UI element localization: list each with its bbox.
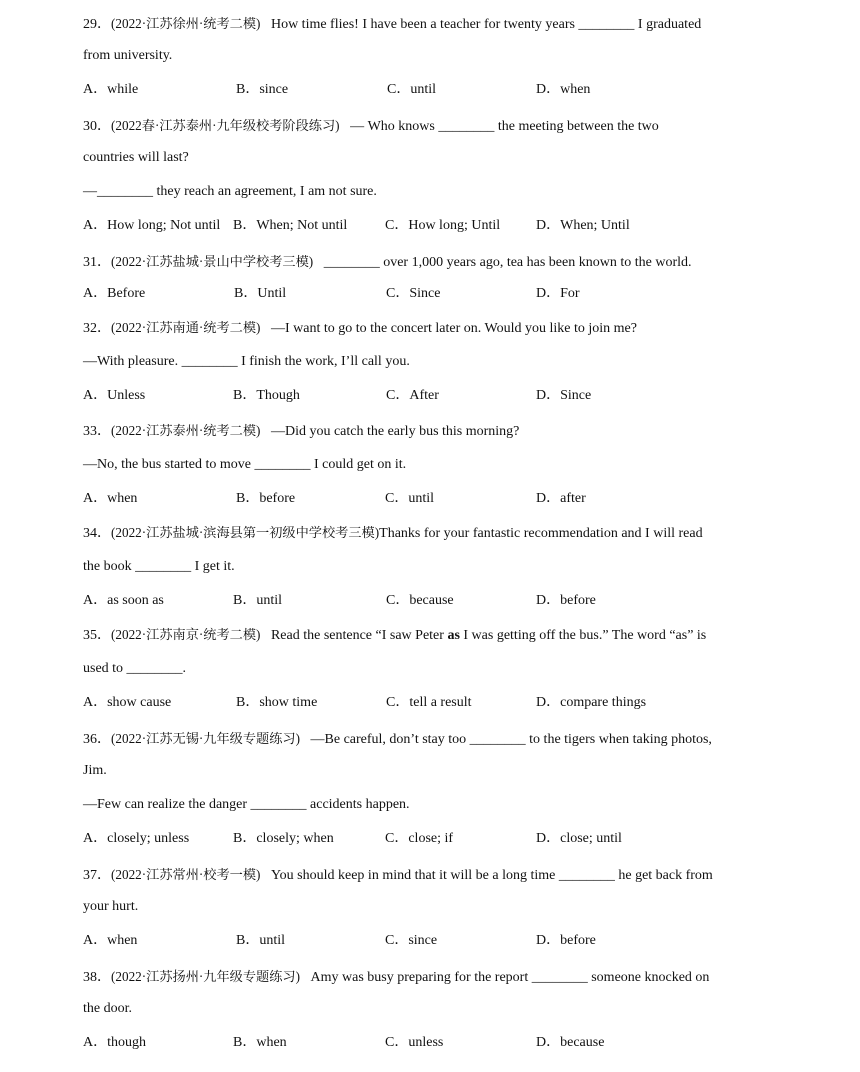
option-c[interactable]: C．because [386,593,454,608]
option-a[interactable]: A．when [83,933,138,948]
question-source: (2022·江苏扬州·九年级专题练习) [111,969,301,984]
option-c[interactable]: C．until [387,82,437,97]
bold-word: as [447,628,460,643]
option-d[interactable]: D．When; Until [536,218,630,233]
option-d[interactable]: D．Since [536,388,592,403]
option-a[interactable]: A．closely; unless [83,831,190,846]
question-text: —I want to go to the concert later on. Would you like to join me? [270,321,637,336]
option-c[interactable]: C．tell a result [386,695,472,710]
question-source: (2022·江苏无锡·九年级专题练习) [111,731,301,746]
question-text: How time flies! I have been a teacher for twenty years ________ I graduated [270,17,702,32]
question-text-cont: from university. [83,48,173,63]
question-stem [83,866,713,885]
option-c[interactable]: C．since [385,933,438,948]
question-text-cont: —Few can realize the danger ________ accidents happen. [83,797,410,812]
option-b[interactable]: B．show time [236,695,318,710]
question-source: (2022·江苏盐城·滨海县第一初级中学校考三模) [111,525,380,540]
option-d[interactable]: D．when [536,82,591,97]
question-number: 31． [83,255,111,270]
question-source: (2022·江苏徐州·统考二模) [111,16,261,31]
question-text: — Who knows ________ the meeting between the two [350,119,659,134]
question-text-cont: used to ________. [83,661,187,676]
question-number: 36． [83,732,111,747]
option-a[interactable]: A．Unless [83,388,146,403]
option-d[interactable]: D．after [536,491,586,506]
option-b[interactable]: B．Though [233,388,300,403]
option-b[interactable]: B．Until [234,286,287,301]
question-text: I was getting off the bus.” The word “as” is [463,628,707,643]
option-b[interactable]: B．closely; when [233,831,334,846]
option-c[interactable]: C．close; if [385,831,454,846]
question-source: (2022春·江苏泰州·九年级校考阶段练习) [111,118,340,133]
question-text: You should keep in mind that it will be a long time ________ he get back from [270,868,713,883]
option-a[interactable]: A．while [83,82,139,97]
question-stem [83,626,706,645]
option-b[interactable]: B．until [236,933,286,948]
question-stem [83,117,659,136]
question-stem [83,422,519,441]
option-d[interactable]: D．close; until [536,831,622,846]
question-source: (2022·江苏盐城·景山中学校考三模) [111,254,314,269]
option-b[interactable]: B．until [233,593,283,608]
option-b[interactable]: B．When; Not until [233,218,348,233]
question-stem [83,730,712,749]
option-c[interactable]: C．until [385,491,435,506]
option-c[interactable]: C．unless [385,1035,444,1050]
option-a[interactable]: A．as soon as [83,593,164,608]
question-number: 30． [83,119,111,134]
question-number: 35． [83,628,111,643]
question-stem [83,968,709,987]
question-text-cont: —________ they reach an agreement, I am not sure. [83,184,377,199]
question-number: 37． [83,868,111,883]
option-d[interactable]: D．For [536,286,580,301]
question-number: 29． [83,17,111,32]
option-b[interactable]: B．when [233,1035,287,1050]
question-number: 34． [83,526,111,541]
question-stem [83,15,701,34]
question-source: (2022·江苏泰州·统考二模) [111,423,261,438]
option-c[interactable]: C．After [386,388,439,403]
question-text-cont: countries will last? [83,150,189,165]
question-text: Amy was busy preparing for the report ________ someone knocked on [310,970,710,985]
option-b[interactable]: B．before [236,491,296,506]
option-d[interactable]: D．because [536,1035,605,1050]
question-stem [83,319,637,338]
question-text-cont: the door. [83,1001,132,1016]
question-number: 33． [83,424,111,439]
question-text-cont: your hurt. [83,899,139,914]
option-d[interactable]: D．compare things [536,695,647,710]
question-source: (2022·江苏南通·统考二模) [111,320,261,335]
question-source: (2022·江苏南京·统考二模) [111,627,261,642]
question-text: Read the sentence “I saw Peter [270,628,444,643]
question-text: —Did you catch the early bus this morning? [270,424,520,439]
option-a[interactable]: A．Before [83,286,146,301]
question-text-cont: Jim. [83,763,107,778]
question-source: (2022·江苏常州·校考一模) [111,867,261,882]
question-text-cont: —No, the bus started to move ________ I could get on it. [83,457,407,472]
question-number: 32． [83,321,111,336]
question-number: 38． [83,970,111,985]
option-d[interactable]: D．before [536,933,596,948]
question-text: ________ over 1,000 years ago, tea has been known to the world. [323,255,692,270]
question-stem [83,253,692,272]
question-stem [83,524,703,543]
option-a[interactable]: A．How long; Not until [83,218,221,233]
option-a[interactable]: A．though [83,1035,146,1050]
question-text-cont: the book ________ I get it. [83,559,235,574]
option-a[interactable]: A．show cause [83,695,172,710]
option-b[interactable]: B．since [236,82,289,97]
option-c[interactable]: C．How long; Until [385,218,501,233]
question-text: Thanks for your fantastic recommendation and I will read [379,526,703,541]
option-a[interactable]: A．when [83,491,138,506]
question-text: —Be careful, don’t stay too ________ to the tigers when taking photos, [310,732,712,747]
question-text-cont: —With pleasure. ________ I finish the work, I’ll call you. [83,354,410,369]
option-c[interactable]: C．Since [386,286,441,301]
option-d[interactable]: D．before [536,593,596,608]
